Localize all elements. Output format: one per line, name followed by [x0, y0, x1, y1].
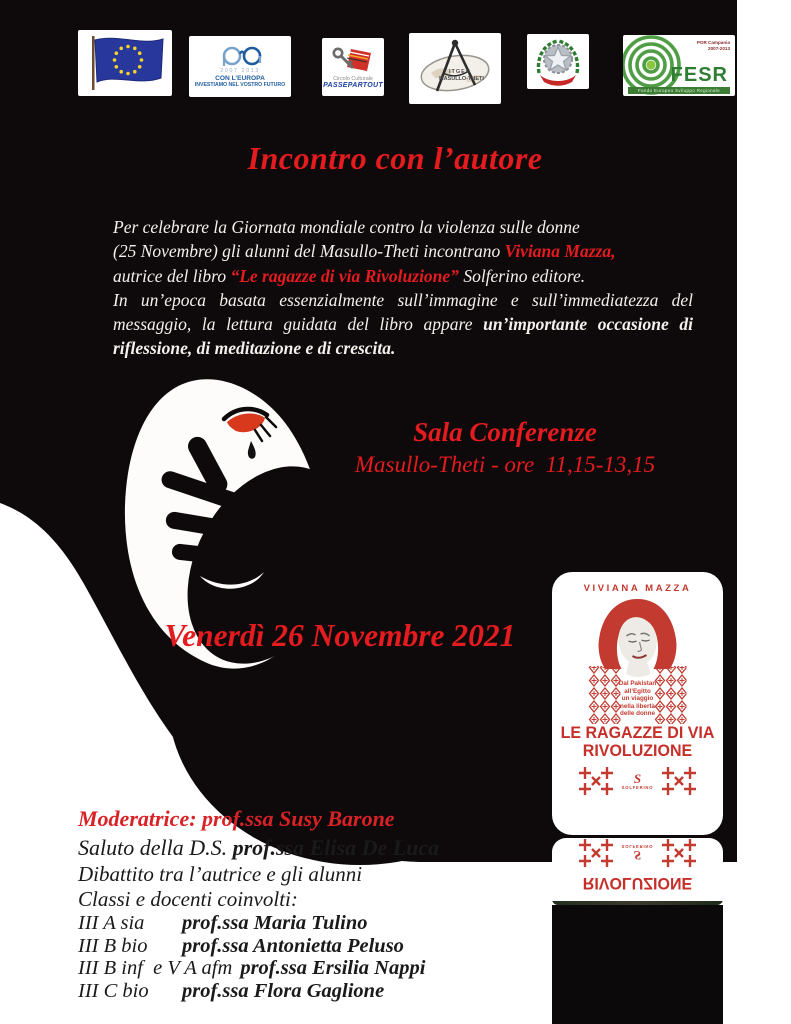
- venue-hall: Sala Conferenze: [413, 417, 597, 447]
- class-row: III B bio prof.ssa Antonietta Peluso: [78, 934, 404, 957]
- reflected-ornaments: [552, 838, 723, 868]
- pon-glasses-icon: [208, 45, 272, 67]
- event-date: Venerdì 26 Novembre 2021: [164, 618, 516, 653]
- publisher-mark: [621, 770, 654, 790]
- classes-heading: Classi e docenti coinvolti:: [78, 887, 298, 911]
- book-cover: [552, 572, 723, 835]
- ornament-icon: [577, 838, 615, 868]
- school-logo: [409, 33, 501, 104]
- pon-logo: [189, 36, 291, 97]
- solferino-s-icon: S: [633, 770, 642, 786]
- intro-paragraph: [113, 215, 693, 361]
- class-row: III C bio prof.ssa Flora Gaglione: [78, 979, 385, 1002]
- intro-line-1: Per celebrare la Giornata mondiale contro la violenza sulle donne: [113, 217, 580, 237]
- greeting-line: Saluto della D.S. prof.ssa Elisa De Luca: [78, 835, 440, 860]
- book-author: VIVIANA MAZZA: [583, 583, 692, 594]
- book-title-line1: LE RAGAZZE DI VIA: [560, 724, 715, 742]
- eu-flag-icon: [81, 34, 169, 92]
- pon-years: 2007 2013: [220, 68, 260, 74]
- passepartout-logo: [322, 38, 384, 96]
- book-title-line2: RIVOLUZIONE: [582, 742, 693, 760]
- fesr-program-text: POR Campania 2007-2013: [696, 40, 730, 51]
- book-column-black-strip: [552, 905, 723, 1024]
- ornament-icon: [660, 838, 698, 868]
- intro-line-6: riflessione, di meditazione e di crescita.: [113, 338, 396, 359]
- ornament-icon: [577, 766, 615, 796]
- intro-line-4: In un’epoca basata essenzialmente sull’immagine e sull’immediatezza del: [113, 289, 693, 310]
- pon-line2: INVESTIAMO NEL VOSTRO FUTURO: [194, 82, 286, 88]
- author-name-highlight: Viviana Mazza,: [504, 241, 616, 262]
- moderator-line: Moderatrice: prof.ssa Susy Barone: [78, 806, 395, 831]
- venue-schedule: Masullo-Theti - ore 11,15-13,15: [354, 452, 656, 477]
- school-line2: MASULLO-THETI: [439, 76, 484, 82]
- reflected-title: RIVOLUZIONE: [582, 874, 693, 892]
- class-row: III A sia prof.ssa Maria Tulino: [78, 912, 368, 934]
- class-row: III B inf e V A afm prof.ssa Ersilia Nappi: [78, 957, 426, 979]
- key-book-icon: [331, 46, 375, 74]
- fesr-acronym: FESR: [670, 64, 728, 86]
- passepartout-line2: PASSEPARTOUT: [323, 81, 383, 89]
- book-title-highlight: “Le ragazze di via Rivoluzione”: [230, 265, 459, 286]
- intro-line-2: (25 Novembre) gli alunni del Masullo-Theti incontrano Viviana Mazza,: [113, 241, 616, 262]
- publisher-name: SOLFERINO: [621, 784, 654, 790]
- debate-line: Dibattito tra l’autrice e gli alunni: [78, 862, 363, 886]
- passepartout-line1: Circolo Culturale: [333, 75, 373, 82]
- book-cover-reflection: [552, 838, 723, 905]
- intro-line-5: messaggio, la lettura guidata del libro appare un’importante occasione di: [113, 314, 693, 335]
- program-block: [78, 806, 558, 1002]
- fesr-logo: [623, 35, 735, 96]
- italy-emblem-logo: [527, 34, 589, 89]
- ornament-icon: [660, 766, 698, 796]
- book-tagline: Dal Pakistan all’Egitto un viaggio nella libertà delle donne: [618, 680, 657, 718]
- intro-line-3: autrice del libro “Le ragazze di via Rivoluzione” Solferino editore.: [113, 265, 586, 286]
- principal-name: prof.ssa Elisa De Luca: [232, 835, 440, 860]
- fesr-caption: Fondo Europeo Sviluppo Regionale: [628, 87, 730, 94]
- cover-ornaments: [552, 766, 723, 796]
- book-cover-art: [563, 596, 713, 724]
- italy-emblem-icon: [531, 37, 585, 86]
- page-title: Incontro con l’autore: [247, 140, 543, 176]
- pon-line1: CON L’EUROPA: [215, 75, 265, 82]
- school-line1: ITGEG: [449, 69, 472, 75]
- eu-flag-logo: [78, 30, 172, 96]
- reflected-publisher-mark: S SOLFERINO: [621, 844, 654, 864]
